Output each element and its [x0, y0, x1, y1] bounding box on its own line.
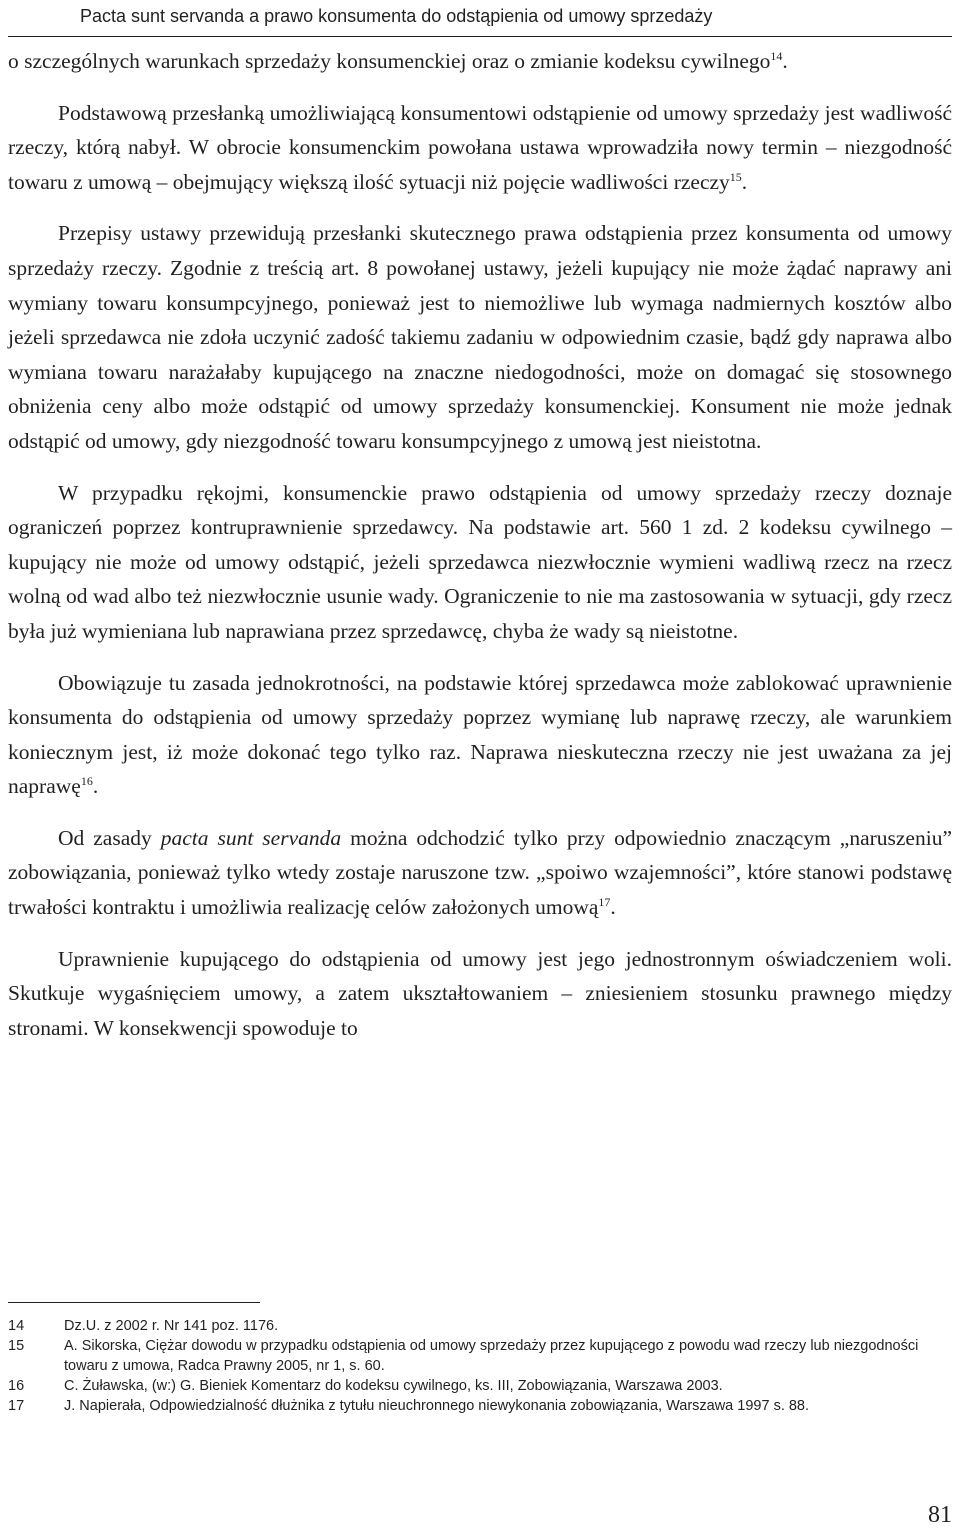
footnote — [8, 1376, 952, 1396]
footnote-text: A. Sikorska, Ciężar dowodu w przypadku odstąpienia od umowy sprzedaży przez kupującego z powodu wad rzeczy lub niezgodności towaru z umowa, Radca Prawny 2005, nr 1, s. 60. — [64, 1338, 919, 1374]
footnote-number: 17 — [8, 1398, 25, 1414]
running-header — [8, 2, 952, 37]
footnote-number: 15 — [8, 1338, 25, 1354]
footnote-ref: 14 — [770, 48, 783, 63]
paragraph — [8, 216, 952, 458]
paragraph-text: można odchodzić tylko przy odpowiednio znaczącym „naruszeniu” zobowiązania, ponieważ tylko wtedy zostaje naruszone tzw. „spoiwo wzajemności”, które stanowi podstawę trwałości kontraktu i umożliwia realizację celów założonych umową — [8, 825, 952, 920]
footnote-ref: 15 — [729, 169, 742, 184]
footnote-text: Dz.U. z 2002 r. Nr 141 poz. 1176. — [64, 1318, 279, 1334]
footnote-ref: 16 — [80, 774, 93, 789]
footnote-text: J. Napierała, Odpowiedzialność dłużnika z tytułu nieuchronnego niewykonania zobowiązania, Warszawa 1997 s. 88. — [64, 1398, 810, 1414]
paragraph-text: Przepisy ustawy przewidują przesłanki skutecznego prawa odstąpienia przez konsumenta od umowy sprzedaży rzeczy. Zgodnie z treścią art. 8 powołanej ustawy, jeżeli kupujący nie może żądać naprawy ani wymiany towaru konsumpcyjnego, ponieważ jest to niemożliwe lub wymaga nadmiernych kosztów albo jeżeli sprzedawca nie zdoła uczynić zadość takiemu zadaniu w odpowiednim czasie, bądź gdy naprawa albo wymiana towaru narażałaby kupującego na znaczne niedogodności, może on domagać się stosownego obniżenia ceny albo może odstąpić od umowy sprzedaży konsumenckiej. Konsument nie może jednak odstąpić od umowy, gdy niezgodność towaru konsumpcyjnego z umową jest nieistotna. — [8, 221, 952, 453]
paragraph — [8, 476, 952, 649]
paragraph-text: Od zasady — [58, 825, 161, 850]
header-title: Pacta sunt servanda a prawo konsumenta do odstąpienia od umowy sprzedaży — [80, 6, 713, 26]
page-number: 81 — [928, 1502, 952, 1528]
body-text — [8, 44, 952, 1062]
footnote — [8, 1396, 952, 1416]
footnotes — [8, 1316, 952, 1416]
paragraph: Obowiązuje tu zasada jednokrotności, na podstawie której sprzedawca może zablokować uprawnienie konsumenta do odstąpienia od umowy sprzedaży poprzez wymianę lub naprawę rzeczy, ale warunkiem koniecznym jest, iż może dokonać tego tylko raz. Naprawa nieskuteczna rzeczy nie jest uważana za jej naprawę$^{16}$. — [8, 670, 952, 799]
paragraph: Podstawową przesłanką umożliwiającą konsumentowi odstąpienie od umowy sprzedaży jest wadliwość rzeczy, którą nabył. W obrocie konsumenckim powołana ustawa wprowadziła nowy termin – niezgodność towaru z umową – obejmujący większą ilość sytuacji niż pojęcie wadliwości rzeczy$^{15}$. — [8, 100, 952, 194]
footnote-text: C. Żuławska, (w:) G. Bieniek Komentarz do kodeksu cywilnego, ks. III, Zobowiązania, Warszawa 2003. — [64, 1378, 723, 1394]
footnote-number: 16 — [8, 1378, 25, 1394]
footnote — [8, 1336, 952, 1376]
paragraph-text: W przypadku rękojmi, konsumenckie prawo odstąpienia od umowy sprzedaży rzeczy doznaje ograniczeń poprzez kontruprawnienie sprzedawcy. Na podstawie art. 560 1 zd. 2 kodeksu cywilnego – kupujący nie może od umowy odstąpić, jeżeli sprzedawca niezwłocznie wymieni wadliwą rzecz na rzecz wolną od wad albo też niezwłocznie usunie wady. Ograniczenie to nie ma zastosowania w sytuacji, gdy rzecz była już wymieniana lub naprawiana przez sprzedawcę, chyba że wady są nieistotne. — [8, 480, 952, 643]
latin-phrase: pacta sunt servanda — [160, 825, 342, 850]
paragraph-text: Obowiązuje tu zasada jednokrotności, na podstawie której sprzedawca może zablokować uprawnienie konsumenta do odstąpienia od umowy sprzedaży poprzez wymianę lub naprawę rzeczy, ale warunkiem koniecznym jest, iż może dokonać tego tylko raz. Naprawa nieskuteczna rzeczy nie jest uważana za jej naprawę — [8, 670, 952, 799]
paragraph — [8, 942, 952, 1046]
paragraph: o szczególnych warunkach sprzedaży konsumenckiej oraz o zmianie kodeksu cywilnego$^{14}$. — [8, 48, 788, 73]
paragraph-text: Podstawową przesłanką umożliwiającą konsumentowi odstąpienie od umowy sprzedaży jest wadliwość rzeczy, którą nabył. W obrocie konsumenckim powołana ustawa wprowadziła nowy termin – niezgodność towaru z umową – obejmujący większą ilość sytuacji niż pojęcie wadliwości rzeczy — [8, 100, 952, 194]
footnote-number: 14 — [8, 1318, 25, 1334]
paragraph: Od zasady pacta sunt servanda można odchodzić tylko przy odpowiednio znaczącym „naruszeniu” zobowiązania, ponieważ tylko wtedy zostaje naruszone tzw. „spoiwo wzajemności”, które stanowi podstawę trwałości kontraktu i umożliwia realizację celów założonych umową$^{17}$. — [8, 825, 952, 920]
paragraph-text: Uprawnienie kupującego do odstąpienia od umowy jest jego jednostronnym oświadczeniem woli. Skutkuje wygaśnięciem umowy, a zatem ukształtowaniem – zniesieniem stosunku prawnego między stronami. W konsekwencji spowoduje to — [8, 946, 952, 1040]
footnote-separator — [8, 1302, 260, 1303]
footnote — [8, 1316, 952, 1336]
footnote-ref: 17 — [598, 894, 611, 909]
paragraph-text: o szczególnych warunkach sprzedaży konsumenckiej oraz o zmianie kodeksu cywilnego — [8, 49, 771, 73]
